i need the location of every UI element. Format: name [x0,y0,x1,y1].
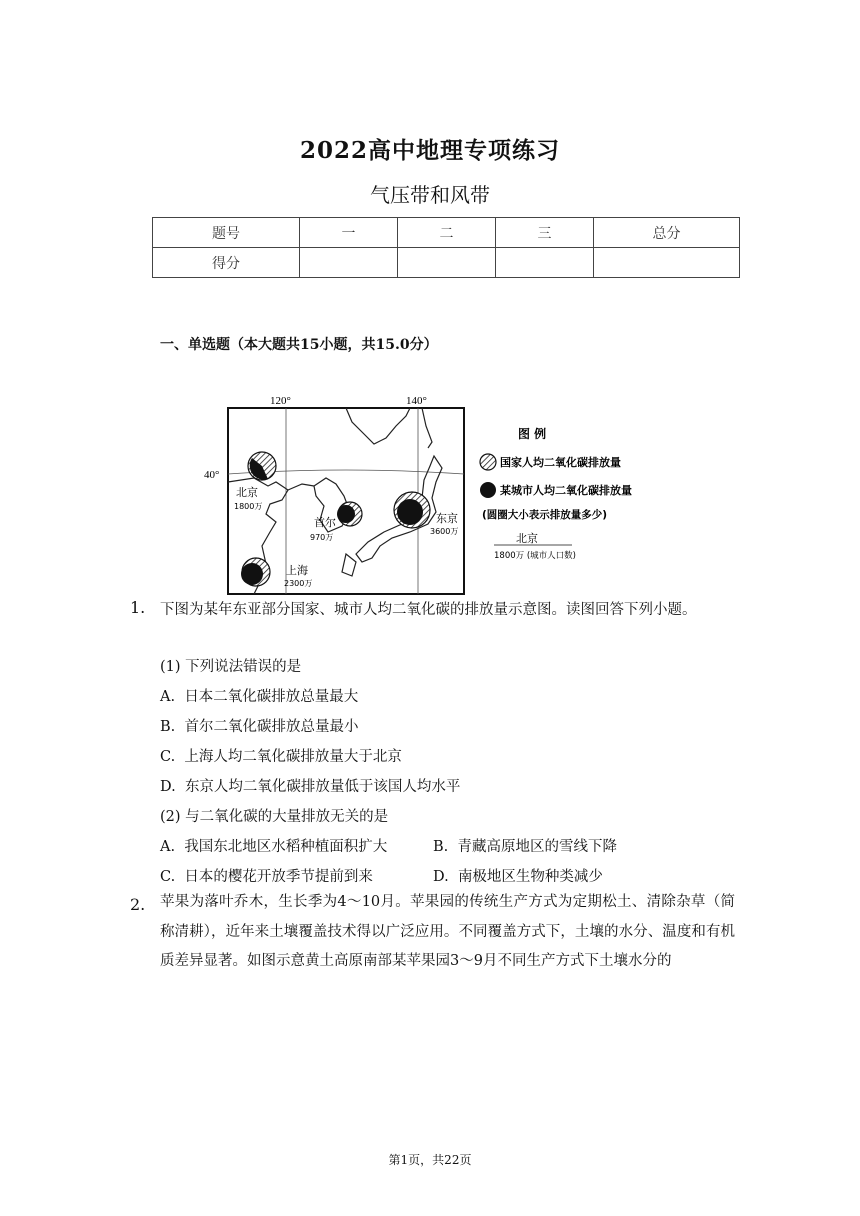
option-row[interactable] [160,745,402,766]
lon-label-120: 120° [270,395,291,407]
score-header-cell: 题号 [153,218,300,248]
option-row[interactable] [160,775,460,796]
question-number: 1. [130,598,146,617]
score-header-cell: 一 [300,218,398,248]
legend-country-swatch [480,454,496,470]
option-text: 日本的樱花开放季节提前到来 [184,869,373,885]
subquestion-label: (2) 与二氧化碳的大量排放无关的是 [160,809,389,825]
option-text: 青藏高原地区的雪线下降 [457,839,617,855]
lon-label-140: 140° [406,395,427,407]
option-text: 我国东北地区水稻种植面积扩大 [184,839,388,855]
option-text: 南极地区生物种类减少 [457,869,603,885]
option-text: 上海人均二氧化碳排放量大于北京 [184,749,402,765]
score-cell[interactable] [300,248,398,278]
city-pop-beijing: 1800万 [234,502,263,511]
score-cell[interactable] [496,248,594,278]
option-letter: A. [160,839,176,855]
option-letter: C. [160,749,176,765]
city-label-seoul: 首尔 [314,516,336,529]
coastline-korea-north [288,484,314,490]
section-heading: 一、单选题（本大题共15小题，共15.0分） [160,337,438,353]
legend-city-swatch [480,482,496,498]
option-row[interactable] [433,865,603,886]
city-emission-circle-shanghai [241,563,263,585]
option-row[interactable] [433,835,617,856]
city-pop-tokyo: 3600万 [430,527,459,536]
city-label-tokyo: 东京 [436,512,458,525]
question-text: 苹果为落叶乔木，生长季为4～10月。苹果园的传统生产方式为定期松土、清除杂草（简称清耕），近年来土壤覆盖技术得以广泛应用。不同覆盖方式下，土壤的水分、温度和有机质差异显著。如图示意黄土高原南部某苹果园3～9月不同生产方式下土壤水分的 [160,894,735,969]
legend-note: (圆圈大小表示排放量多少) [482,509,608,521]
option-letter: C. [160,869,176,885]
question-number: 2. [130,895,146,914]
score-table [152,217,740,278]
coastline-sakhalin [422,408,432,448]
option-text: 日本二氧化碳排放总量最大 [184,689,359,705]
legend-country-label: 国家人均二氧化碳排放量 [500,456,621,469]
option-letter: A. [160,689,176,705]
lat-label-40: 40° [204,469,220,481]
option-letter: D. [160,779,176,795]
option-row[interactable] [160,685,358,706]
coastline-russia [346,408,410,444]
score-cell[interactable] [398,248,496,278]
option-row[interactable] [160,835,387,856]
option-row[interactable] [160,865,373,886]
option-letter: D. [433,869,449,885]
score-row-label: 得分 [153,248,300,278]
city-emission-circle-tokyo [397,499,423,525]
score-header-cell: 二 [398,218,496,248]
city-label-beijing: 北京 [236,486,258,499]
city-pop-shanghai: 2300万 [284,579,313,588]
score-header-cell: 总分 [594,218,740,248]
score-table-header-row [153,218,740,248]
option-text: 东京人均二氧化碳排放量低于该国人均水平 [184,779,461,795]
city-pop-seoul: 970万 [310,533,334,542]
co2-map-figure [196,386,632,594]
score-header-cell: 三 [496,218,594,248]
city-emission-circle-seoul [337,505,355,523]
coastline-kyushu [342,554,356,576]
document-title: 2022高中地理专项练习 [299,137,560,164]
legend-title: 图 例 [518,427,547,441]
page-footer: 第1页，共22页 [388,1153,472,1167]
option-letter: B. [433,839,449,855]
option-row[interactable] [160,715,358,736]
document-subtitle: 气压带和风带 [370,183,490,207]
legend-city-label: 某城市人均二氧化碳排放量 [500,484,632,497]
subquestion-label: (1) 下列说法错误的是 [160,659,302,675]
score-table-row [153,248,740,278]
legend-sample-city: 北京 [516,532,538,545]
question-stem: 下图为某年东亚部分国家、城市人均二氧化碳的排放量示意图。读图回答下列小题。 [160,602,697,618]
city-label-shanghai: 上海 [286,564,308,577]
score-cell[interactable] [594,248,740,278]
option-text: 首尔二氧化碳排放总量最小 [184,719,359,735]
legend-sample-pop: 1800万 (城市人口数) [494,551,576,561]
option-letter: B. [160,719,176,735]
